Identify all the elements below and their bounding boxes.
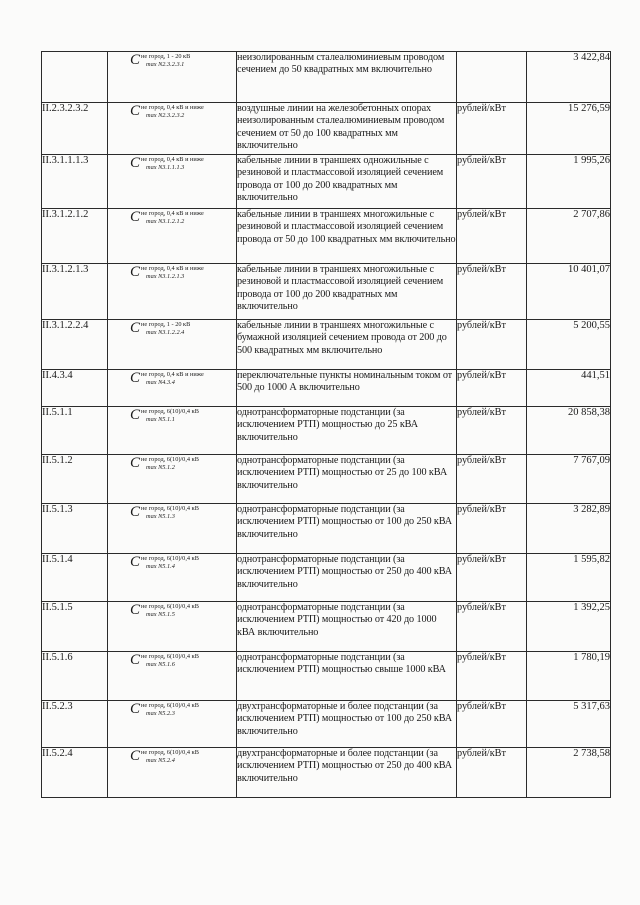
tariff-table-body — [42, 52, 611, 798]
table-row — [42, 504, 611, 554]
row-value: 7 767,09 — [527, 455, 611, 504]
formula-symbol: C — [130, 320, 141, 336]
rate-formula — [108, 652, 237, 701]
row-value: 1 392,25 — [527, 602, 611, 652]
row-code: II.4.3.4 — [42, 370, 108, 407]
row-unit: рублей/кВт — [457, 407, 527, 455]
formula-superscript: не город, 6(10)/0,4 кВ — [141, 603, 199, 610]
rate-formula — [108, 407, 237, 455]
rate-formula — [108, 155, 237, 209]
row-description: кабельные линии в траншеях многожильные с резиновой и пластмассовой изоляцией сечением провода от 50 до 100 квадратных мм включительно — [237, 209, 457, 264]
row-code: II.5.1.1 — [42, 407, 108, 455]
table-row — [42, 370, 611, 407]
row-code — [42, 52, 108, 103]
row-code: II.5.1.2 — [42, 455, 108, 504]
table-row — [42, 264, 611, 320]
formula-symbol: C — [130, 701, 141, 717]
formula-subscript: max N4.3.4 — [146, 378, 175, 386]
formula-symbol: C — [130, 554, 141, 570]
row-description: однотрансформаторные подстанции (за исключением РТП) мощностью от 100 до 250 кВА включительно — [237, 504, 457, 554]
rate-formula — [108, 748, 237, 798]
table-row — [42, 407, 611, 455]
rate-formula — [108, 52, 237, 103]
row-value: 1 995,26 — [527, 155, 611, 209]
row-code: II.5.1.3 — [42, 504, 108, 554]
formula-symbol: C — [130, 748, 141, 764]
row-description: однотрансформаторные подстанции (за исключением РТП) мощностью до 25 кВА включительно — [237, 407, 457, 455]
formula-superscript: не город, 6(10)/0,4 кВ — [141, 456, 199, 463]
row-value: 3 282,89 — [527, 504, 611, 554]
formula-subscript: max N3.1.2.1.3 — [146, 272, 185, 280]
row-unit: рублей/кВт — [457, 103, 527, 155]
formula-subscript: max N2.3.2.3.1 — [146, 60, 185, 68]
table-row — [42, 602, 611, 652]
formula-superscript: не город, 6(10)/0,4 кВ — [141, 749, 199, 756]
formula-symbol: C — [130, 407, 141, 423]
row-unit: рублей/кВт — [457, 455, 527, 504]
row-code: II.3.1.2.1.3 — [42, 264, 108, 320]
formula-subscript: max N5.1.1 — [146, 415, 175, 423]
rate-formula — [108, 602, 237, 652]
row-value: 20 858,38 — [527, 407, 611, 455]
row-value: 1 595,82 — [527, 554, 611, 602]
tariff-table — [41, 51, 611, 798]
table-row — [42, 52, 611, 103]
formula-subscript: max N5.2.4 — [146, 756, 175, 764]
formula-subscript: max N5.1.3 — [146, 512, 175, 520]
formula-symbol: C — [130, 455, 141, 471]
row-unit: рублей/кВт — [457, 504, 527, 554]
row-unit: рублей/кВт — [457, 602, 527, 652]
formula-superscript: не город, 0,4 кВ и ниже — [141, 210, 204, 217]
formula-superscript: не город, 0,4 кВ и ниже — [141, 156, 204, 163]
formula-subscript: max N5.1.6 — [146, 660, 175, 668]
formula-subscript: max N5.1.2 — [146, 463, 175, 471]
row-value: 441,51 — [527, 370, 611, 407]
row-description: двухтрансформаторные и более подстанции (за исключением РТП) мощностью от 250 до 400 кВА включительно — [237, 748, 457, 798]
row-code: II.5.2.3 — [42, 701, 108, 748]
formula-symbol: C — [130, 602, 141, 618]
row-unit: рублей/кВт — [457, 370, 527, 407]
formula-subscript: max N5.1.4 — [146, 562, 175, 570]
row-description: кабельные линии в траншеях многожильные с резиновой и пластмассовой изоляцией сечением провода от 100 до 200 квадратных мм включительно — [237, 264, 457, 320]
rate-formula — [108, 209, 237, 264]
row-code: II.3.1.2.2.4 — [42, 320, 108, 370]
row-unit — [457, 52, 527, 103]
row-description: неизолированным сталеалюминиевым проводом сечением до 50 квадратных мм включительно — [237, 52, 457, 103]
formula-symbol: C — [130, 209, 141, 225]
formula-superscript: не город, 6(10)/0,4 кВ — [141, 505, 199, 512]
row-unit: рублей/кВт — [457, 320, 527, 370]
row-code: II.5.1.5 — [42, 602, 108, 652]
formula-superscript: не город, 0,4 кВ и ниже — [141, 104, 204, 111]
rate-formula — [108, 554, 237, 602]
formula-superscript: не город, 6(10)/0,4 кВ — [141, 702, 199, 709]
formula-subscript: max N3.1.2.1.2 — [146, 217, 185, 225]
table-row — [42, 209, 611, 264]
row-value: 5 200,55 — [527, 320, 611, 370]
formula-superscript: не город, 0,4 кВ и ниже — [141, 265, 204, 272]
formula-symbol: C — [130, 370, 141, 386]
formula-subscript: max N5.2.3 — [146, 709, 175, 717]
row-code: II.3.1.2.1.2 — [42, 209, 108, 264]
formula-superscript: не город, 6(10)/0,4 кВ — [141, 555, 199, 562]
row-code: II.5.1.6 — [42, 652, 108, 701]
row-unit: рублей/кВт — [457, 652, 527, 701]
formula-subscript: max N2.3.2.3.2 — [146, 111, 185, 119]
table-row — [42, 554, 611, 602]
formula-superscript: не город, 6(10)/0,4 кВ — [141, 408, 199, 415]
formula-superscript: не город, 6(10)/0,4 кВ — [141, 653, 199, 660]
formula-symbol: C — [130, 52, 141, 68]
row-code: II.5.2.4 — [42, 748, 108, 798]
row-description: кабельные линии в траншеях одножильные с резиновой и пластмассовой изоляцией сечением провода от 100 до 200 квадратных мм включительно — [237, 155, 457, 209]
rate-formula — [108, 264, 237, 320]
row-code: II.3.1.1.1.3 — [42, 155, 108, 209]
row-description: воздушные линии на железобетонных опорах неизолированным сталеалюминиевым проводом сечением от 50 до 100 квадратных мм включительно — [237, 103, 457, 155]
row-value: 2 738,58 — [527, 748, 611, 798]
rate-formula — [108, 320, 237, 370]
formula-symbol: C — [130, 155, 141, 171]
formula-superscript: не город, 1 - 20 кВ — [141, 321, 191, 328]
row-code: II.5.1.4 — [42, 554, 108, 602]
formula-subscript: max N5.1.5 — [146, 610, 175, 618]
row-description: двухтрансформаторные и более подстанции (за исключением РТП) мощностью от 100 до 250 кВА включительно — [237, 701, 457, 748]
formula-superscript: не город, 1 - 20 кВ — [141, 53, 191, 60]
row-value: 10 401,07 — [527, 264, 611, 320]
formula-symbol: C — [130, 504, 141, 520]
table-row — [42, 455, 611, 504]
rate-formula — [108, 701, 237, 748]
row-value: 2 707,86 — [527, 209, 611, 264]
row-description: переключательные пункты номинальным током от 500 до 1000 А включительно — [237, 370, 457, 407]
rate-formula — [108, 103, 237, 155]
row-unit: рублей/кВт — [457, 748, 527, 798]
row-description: однотрансформаторные подстанции (за исключением РТП) мощностью от 25 до 100 кВА включительно — [237, 455, 457, 504]
row-unit: рублей/кВт — [457, 554, 527, 602]
table-row — [42, 652, 611, 701]
table-row — [42, 103, 611, 155]
formula-superscript: не город, 0,4 кВ и ниже — [141, 371, 204, 378]
row-value: 5 317,63 — [527, 701, 611, 748]
table-row — [42, 748, 611, 798]
formula-symbol: C — [130, 652, 141, 668]
row-code: II.2.3.2.3.2 — [42, 103, 108, 155]
table-row — [42, 320, 611, 370]
row-description: однотрансформаторные подстанции (за исключением РТП) мощностью от 420 до 1000 кВА включительно — [237, 602, 457, 652]
rate-formula — [108, 455, 237, 504]
row-unit: рублей/кВт — [457, 701, 527, 748]
row-value: 15 276,59 — [527, 103, 611, 155]
formula-symbol: C — [130, 103, 141, 119]
row-value: 3 422,84 — [527, 52, 611, 103]
rate-formula — [108, 370, 237, 407]
table-row — [42, 155, 611, 209]
rate-formula — [108, 504, 237, 554]
table-row — [42, 701, 611, 748]
formula-subscript: max N3.1.2.2.4 — [146, 328, 185, 336]
row-description: однотрансформаторные подстанции (за исключением РТП) мощностью от 250 до 400 кВА включительно — [237, 554, 457, 602]
formula-symbol: C — [130, 264, 141, 280]
row-value: 1 780,19 — [527, 652, 611, 701]
row-unit: рублей/кВт — [457, 264, 527, 320]
row-description: кабельные линии в траншеях многожильные с бумажной изоляцией сечением провода от 200 до 500 квадратных мм включительно — [237, 320, 457, 370]
row-unit: рублей/кВт — [457, 155, 527, 209]
row-description: однотрансформаторные подстанции (за исключением РТП) мощностью свыше 1000 кВА — [237, 652, 457, 701]
formula-subscript: max N3.1.1.1.3 — [146, 163, 185, 171]
row-unit: рублей/кВт — [457, 209, 527, 264]
